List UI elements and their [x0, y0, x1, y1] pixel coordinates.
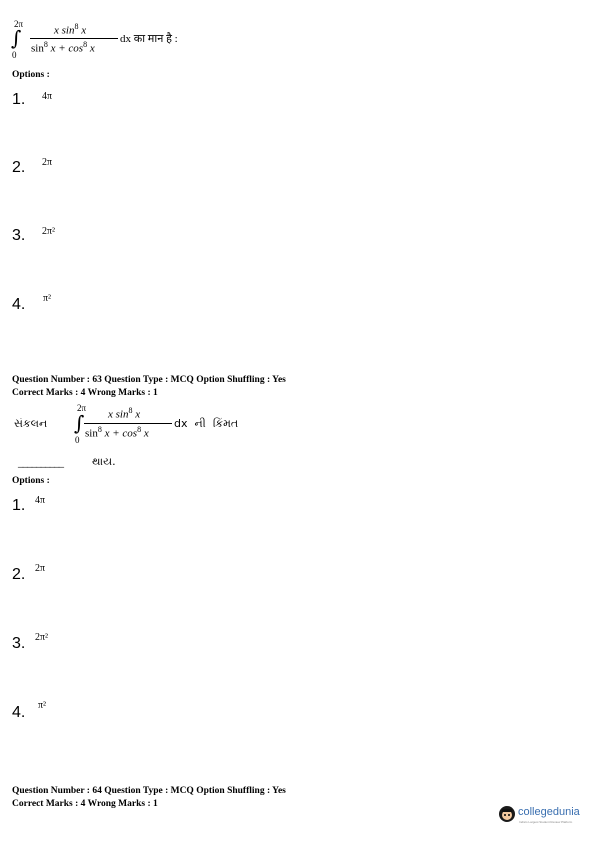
question-tail: dx ની કિંમત: [174, 417, 239, 430]
upper-limit: 2π: [77, 403, 87, 413]
lower-limit: 0: [12, 50, 17, 60]
fraction-bar: [30, 38, 118, 39]
mascot-face-icon: [499, 806, 515, 822]
question-tail: dx का मान है :: [120, 33, 178, 45]
integral-sign: ∫: [74, 411, 85, 435]
options-label: Options :: [12, 476, 50, 486]
upper-limit: 2π: [14, 19, 24, 29]
logo-tagline: India's Largest Student Review Platform: [519, 820, 573, 824]
logo-text: collegedunia: [518, 806, 580, 818]
options-label: Options :: [12, 70, 50, 80]
denominator: $\sin^8 x + \cos^8 x$: [31, 40, 95, 55]
question-suffix: થાય.: [92, 455, 116, 468]
numerator: x $\sin^8 x$: [54, 22, 87, 37]
question-meta-line1: Question Number : 63 Question Type : MCQ Option Shuffling : Yes: [12, 375, 286, 385]
denominator: $\sin^8 x + \cos^8 x$: [85, 425, 149, 440]
lower-limit: 0: [75, 435, 80, 445]
mascot-icon: [499, 806, 515, 822]
fraction-bar: [84, 423, 172, 424]
question-meta-line2: Correct Marks : 4 Wrong Marks : 1: [12, 388, 158, 398]
numerator: x $\sin^8 x$: [108, 406, 141, 421]
integral-sign: ∫: [11, 26, 22, 50]
question-meta-line1: Question Number : 64 Question Type : MCQ Option Shuffling : Yes: [12, 786, 286, 796]
question-prefix: સંકલન: [14, 417, 48, 430]
answer-blank: __________: [18, 455, 63, 468]
question-meta-line2: Correct Marks : 4 Wrong Marks : 1: [12, 799, 158, 809]
